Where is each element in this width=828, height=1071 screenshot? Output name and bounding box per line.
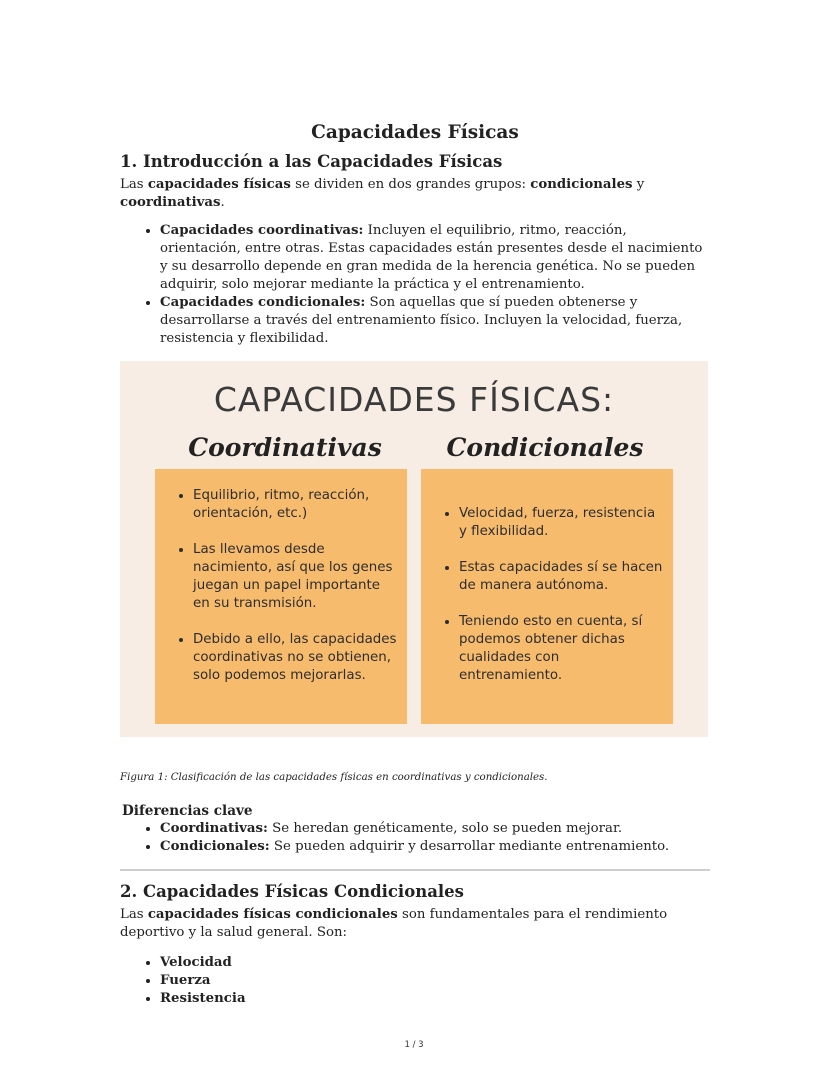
list-item: • Coordinativas: Se heredan genéticamente, solo se pueden mejorar. [160, 820, 710, 838]
section-2-heading: 2. Capacidades Físicas Condicionales [120, 882, 464, 901]
coordinativas-title: Coordinativas [188, 433, 382, 462]
list-item: • Velocidad, fuerza, resistencia y flexibilidad. [459, 505, 665, 541]
section-divider [120, 869, 710, 871]
coordinativas-box [155, 469, 407, 724]
section-2-list [120, 954, 710, 1008]
section-1-intro: Las capacidades físicas se dividen en dos grandes grupos: condicionales y coordinativas. [120, 177, 645, 210]
list-item: • Capacidades condicionales: Son aquellas que sí pueden obtenerse y desarrollarse a través del entrenamiento físico. Incluyen la velocidad, fuerza, resistencia y flexibilidad. [160, 294, 710, 348]
list-item: • Teniendo esto en cuenta, sí podemos obtener dichas cualidades con entrenamiento. [459, 613, 665, 685]
differences-list [120, 820, 710, 856]
list-item: • Capacidades coordinativas: Incluyen el equilibrio, ritmo, reacción, orientación, entre otras. Estas capacidades están presentes desde el nacimiento y su desarrollo depende en gran medida de la herencia genética. No se pueden adquirir, solo mejorar mediante la práctica y el entrenamiento. [160, 222, 710, 294]
condicionales-box [421, 469, 673, 724]
condicionales-title: Condicionales [446, 433, 644, 462]
list-item: • Las llevamos desde nacimiento, así que los genes juegan un papel importante en su transmisión. [193, 541, 399, 613]
list-item: • Estas capacidades sí se hacen de manera autónoma. [459, 559, 665, 595]
figure-capacidades-fisicas [120, 361, 708, 737]
page-title: Capacidades Físicas [311, 122, 519, 143]
section-1-bullet-list [120, 222, 710, 348]
list-item: • Equilibrio, ritmo, reacción, orientación, etc.) [193, 487, 399, 523]
section-1-heading: 1. Introducción a las Capacidades Físicas [120, 152, 503, 171]
list-item: • Debido a ello, las capacidades coordinativas no se obtienen, solo podemos mejorarlas. [193, 631, 399, 685]
page-number: 1 / 3 [404, 1040, 424, 1050]
figure-caption: Figura 1: Clasificación de las capacidades físicas en coordinativas y condicionales. [120, 772, 548, 783]
differences-heading: Diferencias clave [122, 803, 253, 819]
figure-heading: CAPACIDADES FÍSICAS: [213, 380, 615, 419]
list-item: • Fuerza [160, 972, 710, 990]
list-item: • Condicionales: Se pueden adquirir y desarrollar mediante entrenamiento. [160, 838, 710, 856]
list-item: • Resistencia [160, 990, 710, 1008]
section-2-intro: Las capacidades físicas condicionales son fundamentales para el rendimiento deportivo y la salud general. Son: [120, 907, 668, 940]
document-page [120, 120, 710, 1008]
list-item: • Velocidad [160, 954, 710, 972]
